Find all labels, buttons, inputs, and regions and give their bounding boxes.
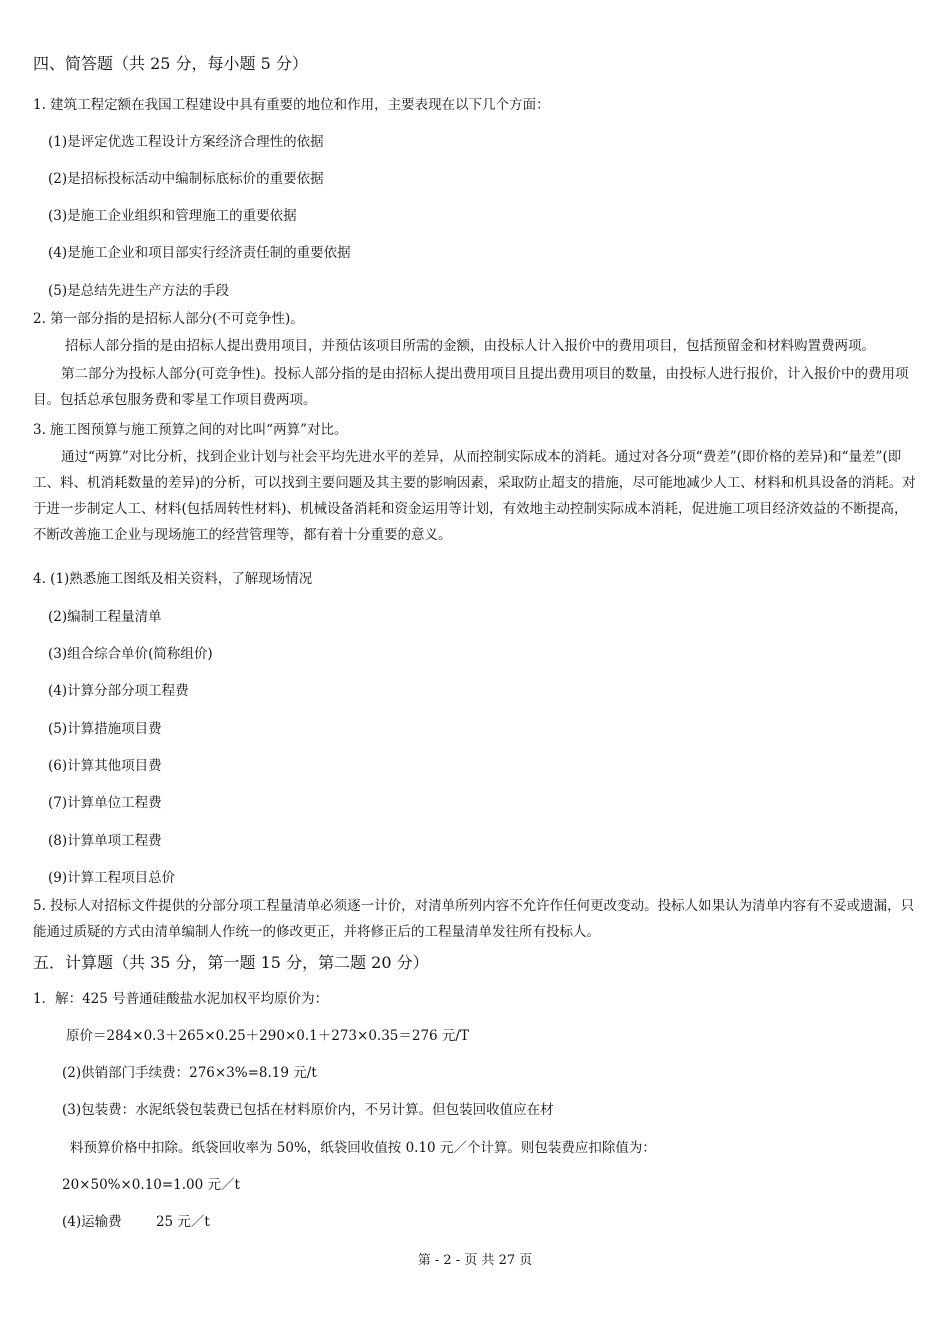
calc1-pack-line3: 20×50%×0.10=1.00 元／t <box>62 1177 240 1193</box>
calc1-transport: (4)运输费 25 元／t <box>62 1214 210 1230</box>
calc1-fee: (2)供销部门手续费：276×3%=8.19 元/t <box>62 1065 317 1081</box>
q1-intro: 1. 建筑工程定额在我国工程建设中具有重要的地位和作用，主要表现在以下几个方面： <box>33 97 550 113</box>
page-footer: 第 - 2 - 页 共 27 页 <box>417 1253 533 1268</box>
q5-paragraph: 5. 投标人对招标文件提供的分部分项工程量清单必须逐一计价，对清单所列内容不允许作任何更改变动。投标人如果认为清单内容有不妥或遗漏，只能通过质疑的方式由清单编制人作统一的修改更正，并将修正后的工程量清单发往所有投标人。 <box>33 898 915 940</box>
q4-item-5: (5)计算措施项目费 <box>48 721 162 737</box>
calc1-pack-line1: (3)包装费：水泥纸袋包装费已包括在材料原价内，不另计算。但包装回收值应在材 <box>62 1102 554 1118</box>
q4-item-6: (6)计算其他项目费 <box>48 758 162 774</box>
calc1-intro: 1．解：425 号普通硅酸盐水泥加权平均原价为： <box>33 991 329 1007</box>
q1-item-1: (1)是评定优选工程设计方案经济合理性的依据 <box>48 134 324 150</box>
q3-intro: 3. 施工图预算与施工预算之间的对比叫“两算”对比。 <box>33 422 348 438</box>
q2-paragraph-1: 招标人部分指的是由招标人提出费用项目，并预估该项目所需的金额，由投标人计入报价中的费用项目，包括预留金和材料购置费两项。 <box>65 338 875 354</box>
q4-item-9: (9)计算工程项目总价 <box>48 870 176 886</box>
calc1-pack-line2: 料预算价格中扣除。纸袋回收率为 50%，纸袋回收值按 0.10 元／个计算。则包装费应扣除值为： <box>70 1140 656 1156</box>
q2-intro: 2. 第一部分指的是招标人部分(不可竞争性)。 <box>33 311 304 327</box>
calc1-price: 原价＝284×0.3＋265×0.25＋290×0.1＋273×0.35＝276 元/T <box>66 1028 469 1044</box>
section4-heading: 四、简答题（共 25 分，每小题 5 分） <box>33 54 308 73</box>
q1-item-2: (2)是招标投标活动中编制标底标价的重要依据 <box>48 171 324 187</box>
q2-paragraph-2: 第二部分为投标人部分(可竞争性)。投标人部分指的是由招标人提出费用项目且提出费用项目的数量，由投标人进行报价，计入报价中的费用项目。包括总承包服务费和零星工作项目费两项。 <box>33 366 909 408</box>
q4-item-1: 4. (1)熟悉施工图纸及相关资料，了解现场情况 <box>33 571 313 587</box>
q4-item-7: (7)计算单位工程费 <box>48 795 162 811</box>
section5-heading: 五．计算题（共 35 分，第一题 15 分，第二题 20 分） <box>33 953 429 972</box>
q1-item-5: (5)是总结先进生产方法的手段 <box>48 283 230 299</box>
q4-item-4: (4)计算分部分项工程费 <box>48 683 189 699</box>
q1-item-3: (3)是施工企业组织和管理施工的重要依据 <box>48 208 297 224</box>
q4-item-3: (3)组合综合单价(简称组价) <box>48 646 213 662</box>
q1-item-4: (4)是施工企业和项目部实行经济责任制的重要依据 <box>48 245 351 261</box>
q3-paragraph: 通过“两算”对比分析，找到企业计划与社会平均先进水平的差异，从而控制实际成本的消耗。通过对各分项“费差”(即价格的差异)和“量差”(即工、料、机消耗数量的差异)的分析，可以找到主要问题及其主要的影响因素，采取防止超支的措施，尽可能地减少人工、材料和机具设备的消耗。对于进一步制定人工、材料(包括周转性材料)、机械设备消耗和资金运用等计划，有效地主动控制实际成本消耗，促进施工项目经济效益的不断提高，不断改善施工企业与现场施工的经营管理等，都有着十分重要的意义。 <box>33 449 916 543</box>
q4-item-8: (8)计算单项工程费 <box>48 833 162 849</box>
q4-item-2: (2)编制工程量清单 <box>48 609 162 625</box>
